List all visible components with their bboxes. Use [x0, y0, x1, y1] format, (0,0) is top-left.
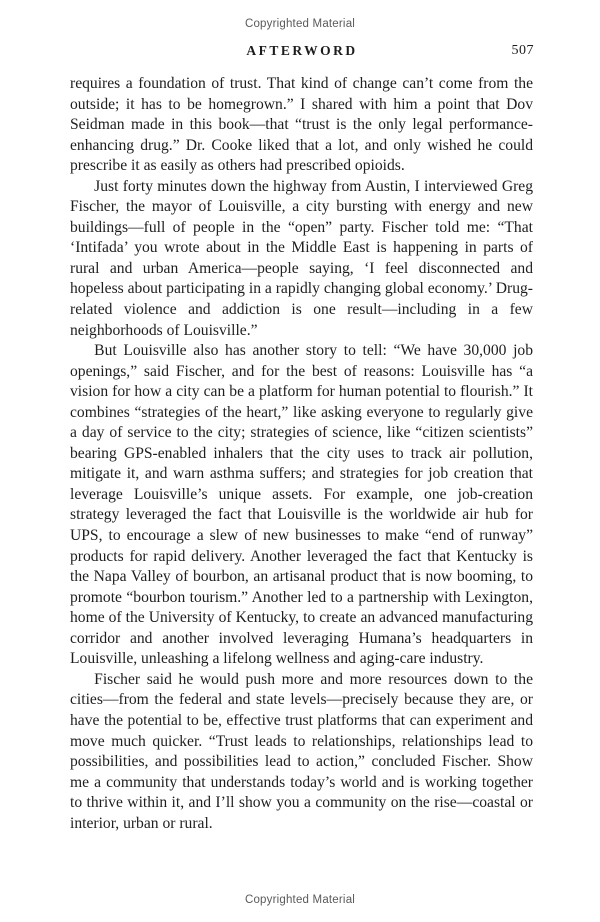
- paragraph: But Louisville also has another story to tell: “We have 30,000 job openings,” said Fischer, and for the best of reasons: Louisville has “a vision for how a city can be a platform for human potential to flourish.” It combines “strategies of the heart,” like asking everyone to regularly give a day of service to the city; strategies of science, like “citizen scientists” bearing GPS-enabled inhalers that the city uses to track air pollution, mitigate it, and warn asthma suffers; and strategies for job creation that leverage Louisville’s unique assets. For example, one job-creation strategy leveraged the fact that Louisville is the worldwide air hub for UPS, to encourage a slew of new businesses to make “end of runway” products for rapid delivery. Another leveraged the fact that Kentucky is the Napa Valley of bourbon, an artisanal product that is now booming, to promote “bourbon tourism.” Another led to a partnership with Lexington, home of the University of Kentucky, to create an advanced manufacturing corridor and another involved leveraging Humana’s headquarters in Louisville, unleashing a lifelong wellness and aging-care industry.: [70, 342, 533, 668]
- body-text: [70, 74, 533, 834]
- paragraph: Just forty minutes down the highway from Austin, I interviewed Greg Fischer, the mayor of Louisville, a city bursting with energy and new buildings—full of people in the “open” party. Fischer told me: “That ‘Intifada’ you wrote about in the Middle East is happening in parts of rural and urban America—people saying, ‘I feel disconnected and hopeless about participating in a rapidly changing global economy.’ Drug-related violence and addiction is one result—including in a few neighborhoods of Louisville.”: [70, 177, 533, 339]
- copyright-notice-top: Copyrighted Material: [244, 18, 356, 30]
- copyright-notice-bottom: Copyrighted Material: [244, 894, 356, 906]
- chapter-title: AFTERWORD: [246, 43, 358, 58]
- paragraph-continuation: requires a foundation of trust. That kind of change can’t come from the outside; it has to be homegrown.” I shared with him a point that Dov Seidman made in this book—that “trust is the only legal performance-enhancing drug.” Dr. Cooke liked that a lot, and only wished he could prescribe it as easily as others had prescribed opioids.: [70, 75, 533, 175]
- paragraph: Fischer said he would push more and more resources down to the cities—from the federal and state levels—precisely because they are, or have the potential to be, effective trust platforms that can experiment and move much quicker. “Trust leads to relationships, relationships lead to possibilities, and possibilities lead to action,” concluded Fischer. Show me a community that understands today’s world and is working together to thrive within it, and I’ll show you a community on the rise—coastal or interior, urban or rural.: [70, 670, 533, 832]
- page-number: 507: [511, 43, 534, 58]
- running-head: [70, 43, 534, 61]
